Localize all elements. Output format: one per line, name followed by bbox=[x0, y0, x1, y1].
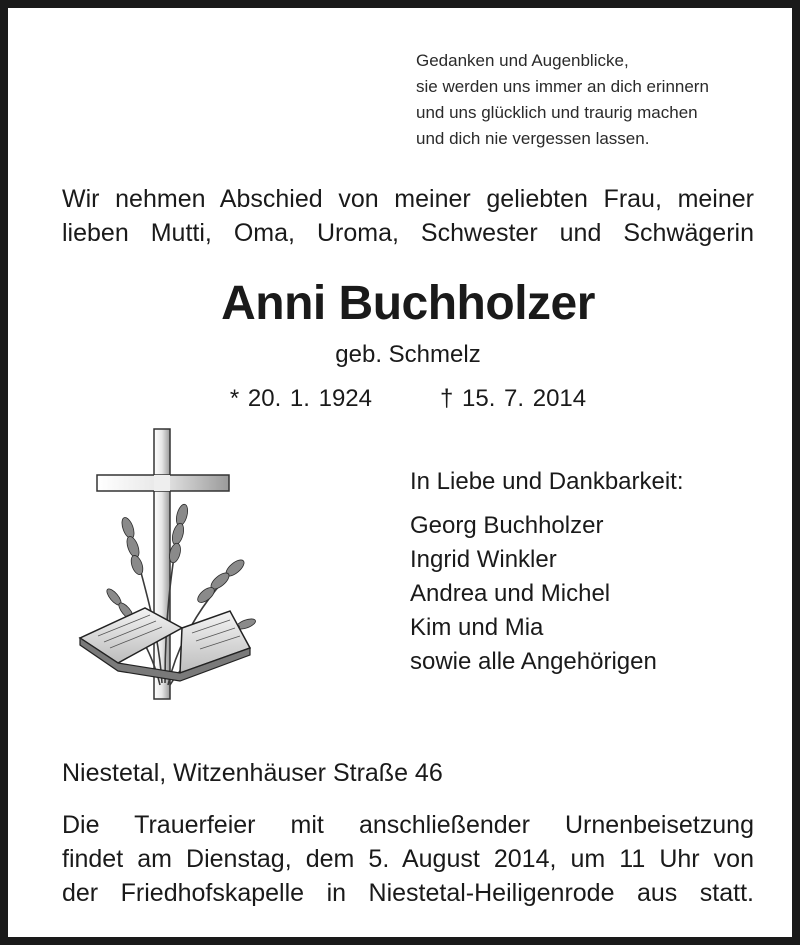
death-date: † 15. 7. 2014 bbox=[440, 385, 587, 412]
service-line: der Friedhofskapelle in Niestetal-Heiligenrode aus statt. bbox=[62, 879, 754, 907]
service-line: findet am Dienstag, dem 5. August 2014, um 11 Uhr von bbox=[62, 845, 754, 873]
memorial-poem bbox=[416, 48, 776, 152]
mourners-list bbox=[410, 465, 684, 679]
poem-line: und dich nie vergessen lassen. bbox=[416, 129, 650, 148]
intro-line: lieben Mutti, Oma, Uroma, Schwester und Schwägerin bbox=[62, 219, 754, 247]
mourner-name: sowie alle Angehörigen bbox=[410, 648, 657, 675]
birth-date: * 20. 1. 1924 bbox=[229, 385, 372, 412]
intro-line: Wir nehmen Abschied von meiner geliebten Frau, meiner bbox=[62, 185, 754, 213]
mourner-name: Kim und Mia bbox=[410, 614, 544, 641]
farewell-intro bbox=[62, 182, 754, 250]
family-address: Niestetal, Witzenhäuser Straße 46 bbox=[62, 759, 443, 787]
mourner-name: Georg Buchholzer bbox=[410, 512, 604, 539]
service-line: Die Trauerfeier mit anschließender Urnenbeisetzung bbox=[62, 811, 754, 839]
mourners-heading: In Liebe und Dankbarkeit: bbox=[410, 468, 684, 495]
funeral-service-details bbox=[62, 808, 754, 910]
poem-line: sie werden uns immer an dich erinnern bbox=[416, 77, 709, 96]
life-dates bbox=[8, 385, 800, 413]
poem-line: Gedanken und Augenblicke, bbox=[416, 51, 629, 70]
maiden-name: geb. Schmelz bbox=[335, 341, 481, 368]
poem-line: und uns glücklich und traurig machen bbox=[416, 103, 698, 122]
deceased-name: Anni Buchholzer bbox=[221, 277, 595, 330]
mourner-name: Andrea und Michel bbox=[410, 580, 611, 607]
mourner-name: Ingrid Winkler bbox=[410, 546, 557, 573]
cross-wheat-bible-emblem bbox=[70, 423, 290, 713]
